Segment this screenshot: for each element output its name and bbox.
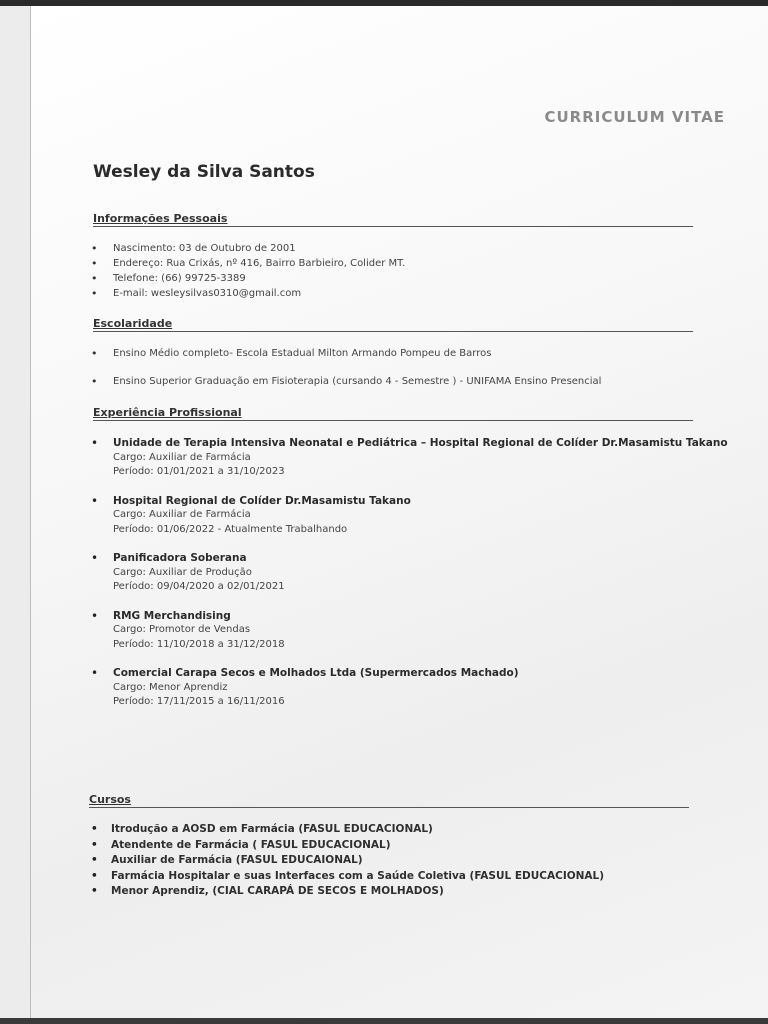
cv-sheet [30,6,768,1020]
section-heading-education [93,317,693,332]
section-heading-experience-label: Experiência Profissional [93,406,242,419]
education-item: • Ensino Médio completo- Escola Estadual Milton Armando Pompeu de Barros [89,346,729,361]
experience-list [89,436,729,710]
experience-item [89,666,729,710]
personal-phone: • Telefone: (66) 99725-3389 [89,271,729,286]
experience-title: • Comercial Carapa Secos e Molhados Ltda (Supermercados Machado) [113,667,519,679]
experience-item [89,436,729,480]
section-heading-personal-label: Informações Pessoais [93,212,228,225]
section-heading-education-label: Escolaridade [93,317,173,330]
personal-email: • E-mail: wesleysilvas0310@gmail.com [89,286,729,301]
page-bottom-edge [0,1018,768,1024]
experience-period: Período: 01/06/2022 - Atualmente Trabalhando [113,523,348,535]
education-item: • Ensino Superior Graduação em Fisioterapia (cursando 4 - Semestre ) - UNIFAMA Ensino Presencial [89,374,729,389]
experience-period: Período: 17/11/2015 a 16/11/2016 [113,696,285,707]
experience-item [89,609,729,653]
experience-role: Cargo: Promotor de Vendas [113,624,251,635]
experience-item [89,494,729,538]
course-item: • Farmácia Hospitalar e suas Interfaces com a Saúde Coletiva (FASUL EDUCACIONAL) [89,869,729,885]
experience-period: Período: 09/04/2020 a 02/01/2021 [113,581,285,592]
personal-info-list [89,241,729,301]
experience-role: Cargo: Auxiliar de Produção [113,566,252,578]
course-item: • Auxiliar de Farmácia (FASUL EDUCAIONAL) [89,853,729,869]
section-heading-courses [89,793,689,808]
experience-title: • Panificadora Soberana [113,552,247,564]
education-list [89,346,729,389]
experience-title: • Hospital Regional de Colíder Dr.Masamistu Takano [113,494,411,507]
document-title: CURRICULUM VITAE [544,108,725,126]
section-heading-personal [93,212,693,227]
course-item: • Itrodução a AOSD em Farmácia (FASUL EDUCACIONAL) [89,822,729,838]
experience-role: Cargo: Auxiliar de Farmácia [113,451,251,463]
experience-item [89,551,729,595]
personal-address: • Endereço: Rua Crixás, nº 416, Bairro Barbieiro, Colider MT. [89,256,729,271]
experience-title: • Unidade de Terapia Intensiva Neonatal e Pediátrica – Hospital Regional de Colíder Dr.Masamistu Takano [113,437,728,449]
candidate-name: Wesley da Silva Santos [93,162,315,182]
experience-period: Período: 01/01/2021 a 31/10/2023 [113,466,285,477]
experience-period: Período: 11/10/2018 a 31/12/2018 [113,638,285,650]
course-item: • Atendente de Farmácia ( FASUL EDUCACIONAL) [89,838,729,854]
experience-role: Cargo: Auxiliar de Farmácia [113,509,251,520]
courses-list [89,822,729,900]
personal-birth: • Nascimento: 03 de Outubro de 2001 [89,241,729,256]
experience-title: • RMG Merchandising [113,609,231,622]
course-item: • Menor Aprendiz, (CIAL CARAPÁ DE SECOS E MOLHADOS) [89,884,729,900]
section-heading-experience [93,406,693,421]
section-heading-courses-label: Cursos [89,793,131,806]
experience-role: Cargo: Menor Aprendiz [113,681,228,693]
